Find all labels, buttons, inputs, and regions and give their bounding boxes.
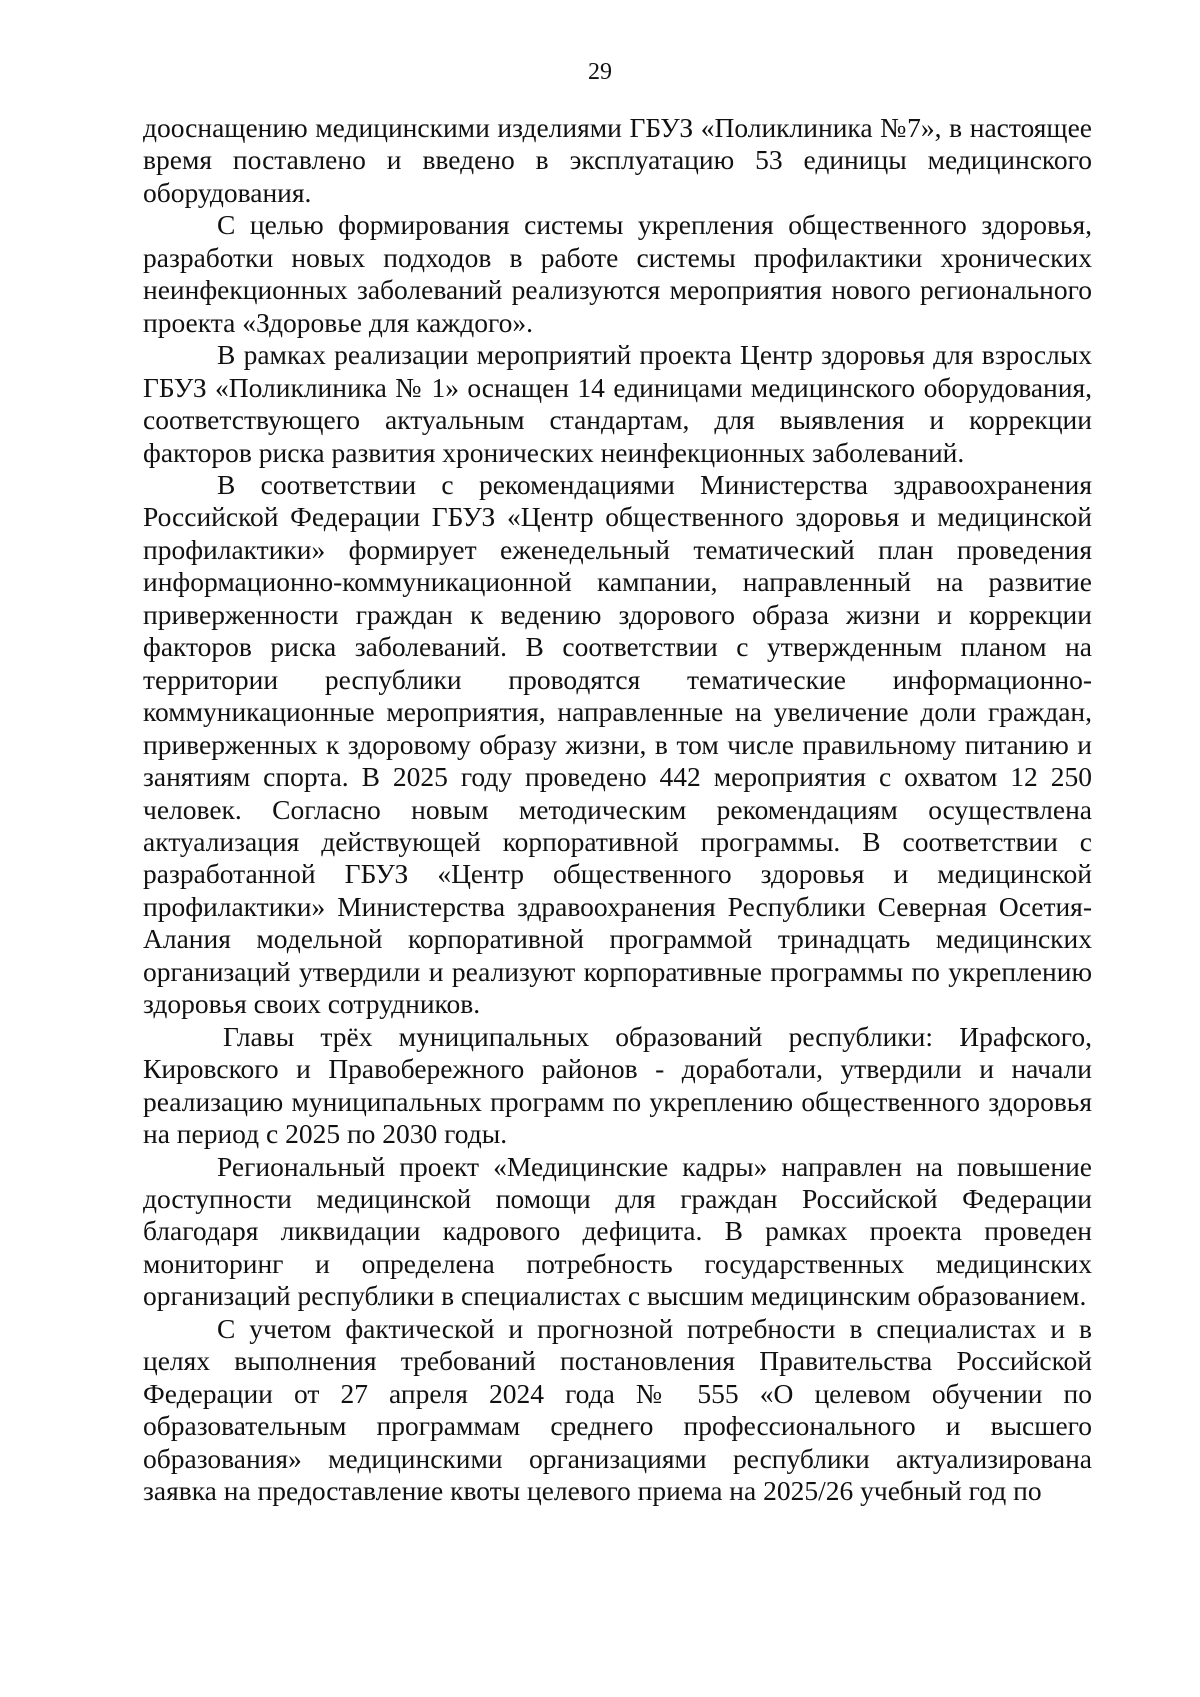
paragraph-health-center: В рамках реализации мероприятий проекта Центр здоровья для взрослых ГБУЗ «Поликлиника № 1» оснащен 14 единицами медицинского оборудования, соответствующего актуальным стандартам, для выявления и коррекции факторов риска развития хронических неинфекционных заболеваний.: [143, 339, 1092, 468]
paragraph-continuation: дооснащению медицинскими изделиями ГБУЗ «Поликлиника №7», в настоящее время поставлено и введено в эксплуатацию 53 единицы медицинского оборудования.: [143, 112, 1092, 208]
paragraph-medical-personnel: Региональный проект «Медицинские кадры» направлен на повышение доступности медицинской помощи для граждан Российской Федерации благодаря ликвидации кадрового дефицита. В рамках проекта проведен мониторинг и определена потребность государственных медицинских организаций республики в специалистах с высшим медицинским образованием.: [143, 1150, 1092, 1312]
paragraph-targeted-training: С учетом фактической и прогнозной потребности в специалистах и в целях выполнения требований постановления Правительства Российской Федерации от 27 апреля 2024 года № 555 «О целевом обучении по образовательным программам среднего профессионального и высшего образования» медицинскими организациями республики актуализирована заявка на предоставление квоты целевого приема на 2025/26 учебный год по: [143, 1312, 1092, 1507]
page-number: 29: [588, 59, 612, 85]
paragraph-ministry-recommendations: В соответствии с рекомендациями Министерства здравоохранения Российской Федерации ГБУЗ «Центр общественного здоровья и медицинской профилактики» формирует еженедельный тематический план проведения информационно-коммуникационной кампании, направленный на развитие приверженности граждан к ведению здорового образа жизни и коррекции факторов риска заболеваний. В соответствии с утвержденным планом на территории республики проводятся тематические информационно-коммуникационные мероприятия, направленные на увеличение доли граждан, приверженных к здоровому образу жизни, в том числе правильному питанию и занятиям спорта. В 2025 году проведено 442 мероприятия с охватом 12 250 человек. Согласно новым методическим рекомендациям осуществлена актуализация действующей корпоративной программы. В соответствии с разработанной ГБУЗ «Центр общественного здоровья и медицинской профилактики» Министерства здравоохранения Республики Северная Осетия-Алания модельной корпоративной программой тринадцать медицинских организаций утвердили и реализуют корпоративные программы по укреплению здоровья своих сотрудников.: [143, 468, 1092, 1020]
paragraph-municipal-programs: Главы трёх муниципальных образований республики: Ирафского, Кировского и Правобережного районов - доработали, утвердили и начали реализацию муниципальных программ по укреплению общественного здоровья на период с 2025 по 2030 годы.: [143, 1020, 1092, 1150]
document-body: [143, 112, 1092, 1507]
paragraph-public-health-system: С целью формирования системы укрепления общественного здоровья, разработки новых подходов в работе системы профилактики хронических неинфекционных заболеваний реализуются мероприятия нового регионального проекта «Здоровье для каждого».: [143, 209, 1092, 338]
